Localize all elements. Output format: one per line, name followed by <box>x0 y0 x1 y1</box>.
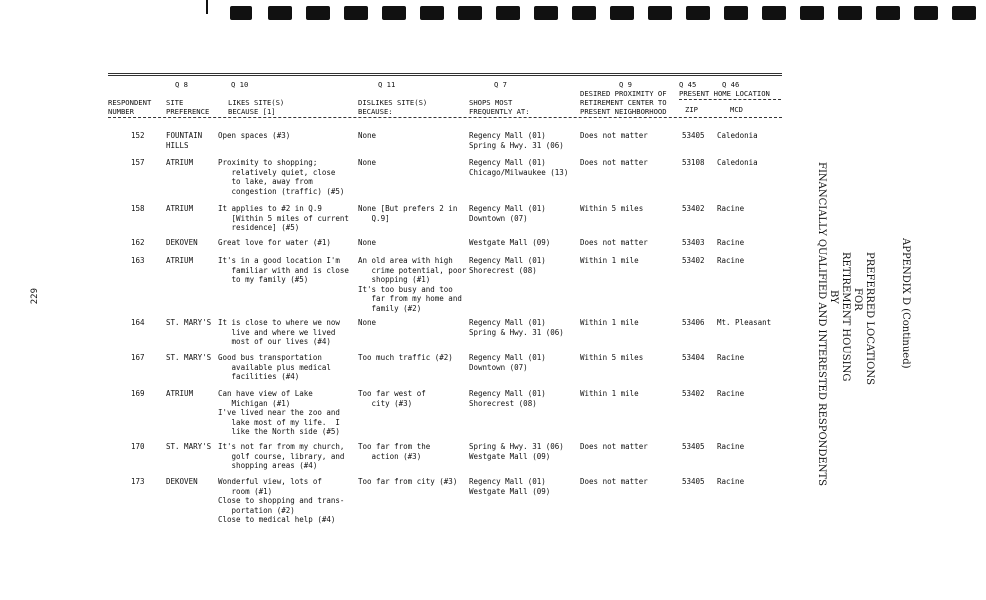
punch-mark <box>876 6 900 20</box>
top-rule <box>108 73 782 76</box>
q7-label: Q 7 <box>494 80 507 89</box>
punch-mark <box>686 6 710 20</box>
zip-code: 53403 <box>682 238 705 247</box>
site-preference: ATRIUM <box>166 389 194 398</box>
dislikes-header: DISLIKES SITE(S) BECAUSE: <box>358 98 428 116</box>
dislikes-reason: None <box>358 238 377 247</box>
zip-code: 53402 <box>682 389 705 398</box>
desired-proximity: Within 1 mile <box>580 318 639 327</box>
likes-reason: It applies to #2 in Q.9 [Within 5 miles of current residence] (#5) <box>218 204 349 233</box>
likes-reason: Good bus transportation available plus medical facilities (#4) <box>218 353 331 382</box>
punch-mark <box>306 6 330 20</box>
crop-mark <box>206 0 208 14</box>
punch-mark <box>800 6 824 20</box>
q8-label: Q 8 <box>175 80 188 89</box>
punch-mark <box>268 6 292 20</box>
title-line-3: RETIREMENT HOUSING <box>840 252 851 382</box>
likes-reason: Great love for water (#1) <box>218 238 331 247</box>
respondent-number: 152 <box>131 131 145 140</box>
shops-at: Spring & Hwy. 31 (06) Westgate Mall (09) <box>469 442 564 461</box>
title-line-1: PREFERRED LOCATIONS <box>864 252 875 385</box>
shops-at: Regency Mall (01) Downtown (07) <box>469 353 546 372</box>
zip-code: 53405 <box>682 131 705 140</box>
shops-at: Regency Mall (01) Downtown (07) <box>469 204 546 223</box>
respondent-number: 170 <box>131 442 145 451</box>
site-preference-header: SITE PREFERENCE <box>166 98 210 116</box>
punch-mark <box>838 6 862 20</box>
appendix-label: APPENDIX D (Continued) <box>900 238 911 369</box>
zip-code: 53405 <box>682 442 705 451</box>
likes-reason: It is close to where we now live and where we lived most of our lives (#4) <box>218 318 340 347</box>
title-line-2: FOR <box>852 288 863 311</box>
desired-proximity: Does not matter <box>580 477 648 486</box>
shops-at: Regency Mall (01) Chicago/Milwaukee (13) <box>469 158 569 177</box>
punch-mark <box>648 6 672 20</box>
mcd: Racine <box>717 442 745 451</box>
punch-mark <box>344 6 368 20</box>
desired-proximity: Does not matter <box>580 158 648 167</box>
punch-mark <box>724 6 748 20</box>
site-preference: ATRIUM <box>166 158 194 167</box>
likes-header: LIKES SITE(S) BECAUSE [1] <box>228 98 285 116</box>
proximity-header: DESIRED PROXIMITY OF RETIREMENT CENTER TO PRESENT NEIGHBORHOOD <box>580 89 667 116</box>
desired-proximity: Does not matter <box>580 131 648 140</box>
zip-code: 53406 <box>682 318 705 327</box>
dislikes-reason: None <box>358 318 377 327</box>
shops-at: Regency Mall (01) Spring & Hwy. 31 (06) <box>469 318 564 337</box>
desired-proximity: Does not matter <box>580 442 648 451</box>
present-home-header: PRESENT HOME LOCATION <box>679 89 770 98</box>
punch-mark <box>762 6 786 20</box>
page-number: 229 <box>30 288 40 305</box>
dislikes-reason: None <box>358 131 377 140</box>
shops-header: SHOPS MOST FREQUENTLY AT: <box>469 98 530 116</box>
site-preference: DEKOVEN <box>166 477 198 486</box>
shops-at: Regency Mall (01) Spring & Hwy. 31 (06) <box>469 131 564 150</box>
likes-reason: Can have view of Lake Michigan (#1) I've lived near the zoo and lake most of my life. I like the North side (#5) <box>218 389 340 437</box>
desired-proximity: Within 5 miles <box>580 353 644 362</box>
title-line-5: FINANCIALLY QUALIFIED AND INTERESTED RESPONDENTS <box>816 162 827 486</box>
respondent-header: RESPONDENT NUMBER <box>108 98 152 116</box>
respondent-number: 157 <box>131 158 145 167</box>
zip-code: 53404 <box>682 353 705 362</box>
mcd-header: MCD <box>730 105 743 114</box>
respondent-number: 173 <box>131 477 145 486</box>
respondent-number: 169 <box>131 389 145 398</box>
q45-label: Q 45 <box>679 80 697 89</box>
shops-at: Regency Mall (01) Shorecrest (08) <box>469 256 546 275</box>
q10-label: Q 10 <box>231 80 249 89</box>
desired-proximity: Within 5 miles <box>580 204 644 213</box>
q11-label: Q 11 <box>378 80 396 89</box>
dislikes-reason: Too far west of city (#3) <box>358 389 426 408</box>
q9-label: Q 9 <box>619 80 632 89</box>
site-preference: FOUNTAIN HILLS <box>166 131 203 150</box>
zip-code: 53402 <box>682 256 705 265</box>
zip-code: 53402 <box>682 204 705 213</box>
dislikes-reason: An old area with high crime potential, poor shopping (#1) It's too busy and too far from my home and family (#2) <box>358 256 467 313</box>
dislikes-reason: None <box>358 158 377 167</box>
dislikes-reason: Too far from the action (#3) <box>358 442 431 461</box>
dislikes-reason: Too far from city (#3) <box>358 477 458 486</box>
punch-mark <box>610 6 634 20</box>
q46-label: Q 46 <box>722 80 740 89</box>
home-location-rule <box>679 99 781 100</box>
punch-mark <box>572 6 596 20</box>
dislikes-reason: Too much traffic (#2) <box>358 353 453 362</box>
punch-mark <box>382 6 406 20</box>
zip-code: 53405 <box>682 477 705 486</box>
punch-mark <box>496 6 520 20</box>
mcd: Racine <box>717 389 745 398</box>
desired-proximity: Within 1 mile <box>580 389 639 398</box>
mcd: Caledonia <box>717 158 758 167</box>
site-preference: ST. MARY'S <box>166 442 212 451</box>
mcd: Mt. Pleasant <box>717 318 772 327</box>
punch-mark <box>952 6 976 20</box>
mcd: Racine <box>717 238 745 247</box>
dislikes-reason: None [But prefers 2 in Q.9] <box>358 204 458 223</box>
likes-reason: It's not far from my church, golf course, library, and shopping areas (#4) <box>218 442 345 471</box>
respondent-number: 162 <box>131 238 145 247</box>
site-preference: ATRIUM <box>166 256 194 265</box>
punch-mark <box>230 6 252 20</box>
mcd: Racine <box>717 204 745 213</box>
site-preference: ST. MARY'S <box>166 318 212 327</box>
zip-code: 53108 <box>682 158 705 167</box>
shops-at: Regency Mall (01) Westgate Mall (09) <box>469 477 551 496</box>
shops-at: Regency Mall (01) Shorecrest (08) <box>469 389 546 408</box>
respondent-number: 163 <box>131 256 145 265</box>
header-rule <box>108 117 782 118</box>
punch-mark <box>420 6 444 20</box>
site-preference: ATRIUM <box>166 204 194 213</box>
site-preference: ST. MARY'S <box>166 353 212 362</box>
mcd: Racine <box>717 477 745 486</box>
respondent-number: 158 <box>131 204 145 213</box>
respondent-number: 167 <box>131 353 145 362</box>
punch-mark <box>914 6 938 20</box>
shops-at: Westgate Mall (09) <box>469 238 551 247</box>
likes-reason: Open spaces (#3) <box>218 131 291 140</box>
mcd: Caledonia <box>717 131 758 140</box>
punch-mark <box>534 6 558 20</box>
respondent-number: 164 <box>131 318 145 327</box>
title-line-4: BY <box>828 290 839 304</box>
desired-proximity: Does not matter <box>580 238 648 247</box>
mcd: Racine <box>717 256 745 265</box>
mcd: Racine <box>717 353 745 362</box>
site-preference: DEKOVEN <box>166 238 198 247</box>
likes-reason: It's in a good location I'm familiar with and is close to my family (#5) <box>218 256 349 285</box>
likes-reason: Wonderful view, lots of room (#1) Close to shopping and trans- portation (#2) Close to medical help (#4) <box>218 477 345 525</box>
punch-mark <box>458 6 482 20</box>
zip-header: ZIP <box>685 105 698 114</box>
desired-proximity: Within 1 mile <box>580 256 639 265</box>
likes-reason: Proximity to shopping; relatively quiet, close to lake, away from congestion (traffic) (#5) <box>218 158 345 196</box>
